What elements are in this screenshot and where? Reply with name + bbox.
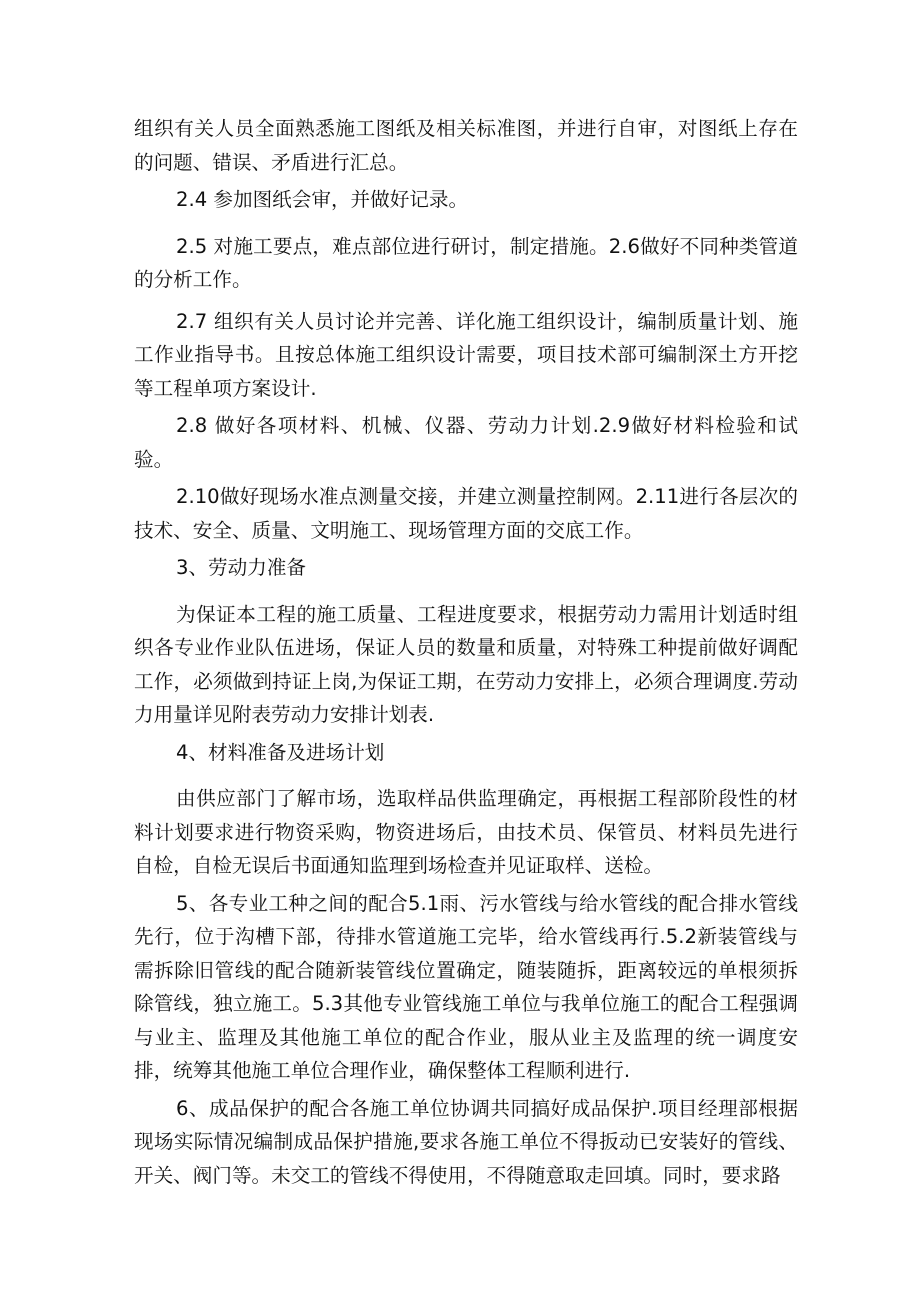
paragraph-2-4: 2.4 参加图纸会审，并做好记录。 (176, 188, 469, 211)
paragraph-product-protection: 6、成品保护的配合各施工单位协调共同搞好成品保护.项目经理部根据现场实际情况编制成品保护措施,要求各施工单位不得扳动已安装好的管线、开关、阀门等。未交工的管线不得使用，不得随意取走回填。同时，要求路 (134, 1096, 798, 1187)
paragraph-trade-coordination: 5、各专业工种之间的配合5.1雨、污水管线与给水管线的配合排水管线先行，位于沟槽下部，待排水管道施工完毕，给水管线再行.5.2新装管线与需拆除旧管线的配合随新装管线位置确定，随装随拆，距离较远的单根须拆除管线，独立施工。5.3其他专业管线施工单位与我单位施工的配合工程强调与业主、监理及其他施工单位的配合作业，服从业主及监理的统一调度安排，统筹其他施工单位合理作业，确保整体工程顺利进行. (134, 891, 798, 1082)
heading-material-preparation: 4、材料准备及进场计划 (176, 740, 385, 764)
paragraph-2-5: 2.5 对施工要点，难点部位进行研讨，制定措施。2.6做好不同种类管道的分析工作。 (134, 234, 798, 291)
paragraph-2-8: 2.8 做好各项材料、机械、仪器、劳动力计划.2.9做好材料检验和试验。 (134, 414, 798, 471)
paragraph-drawing-review: 组织有关人员全面熟悉施工图纸及相关标准图，并进行自审，对图纸上存在的问题、错误、矛盾进行汇总。 (134, 117, 798, 174)
paragraph-labor: 为保证本工程的施工质量、工程进度要求，根据劳动力需用计划适时组织各专业作业队伍进场，保证人员的数量和质量，对特殊工种提前做好调配工作，必须做到持证上岗,为保证工期，在劳动力安排上，必须合理调度.劳动力用量详见附表劳动力安排计划表. (134, 602, 798, 726)
heading-labor-preparation: 3、劳动力准备 (176, 556, 307, 579)
paragraph-2-7: 2.7 组织有关人员讨论并完善、详化施工组织设计，编制质量计划、施工作业指导书。且按总体施工组织设计需要，项目技术部可编制深土方开挖等工程单项方案设计. (134, 309, 798, 400)
document-body (134, 112, 798, 1192)
paragraph-2-10: 2.10做好现场水准点测量交接，并建立测量控制网。2.11进行各层次的技术、安全、质量、文明施工、现场管理方面的交底工作。 (134, 485, 798, 542)
paragraph-material: 由供应部门了解市场，选取样品供监理确定，再根据工程部阶段性的材料计划要求进行物资采购，物资进场后，由技术员、保管员、材料员先进行自检，自检无误后书面通知监理到场检查并见证取样、送检。 (134, 787, 798, 877)
